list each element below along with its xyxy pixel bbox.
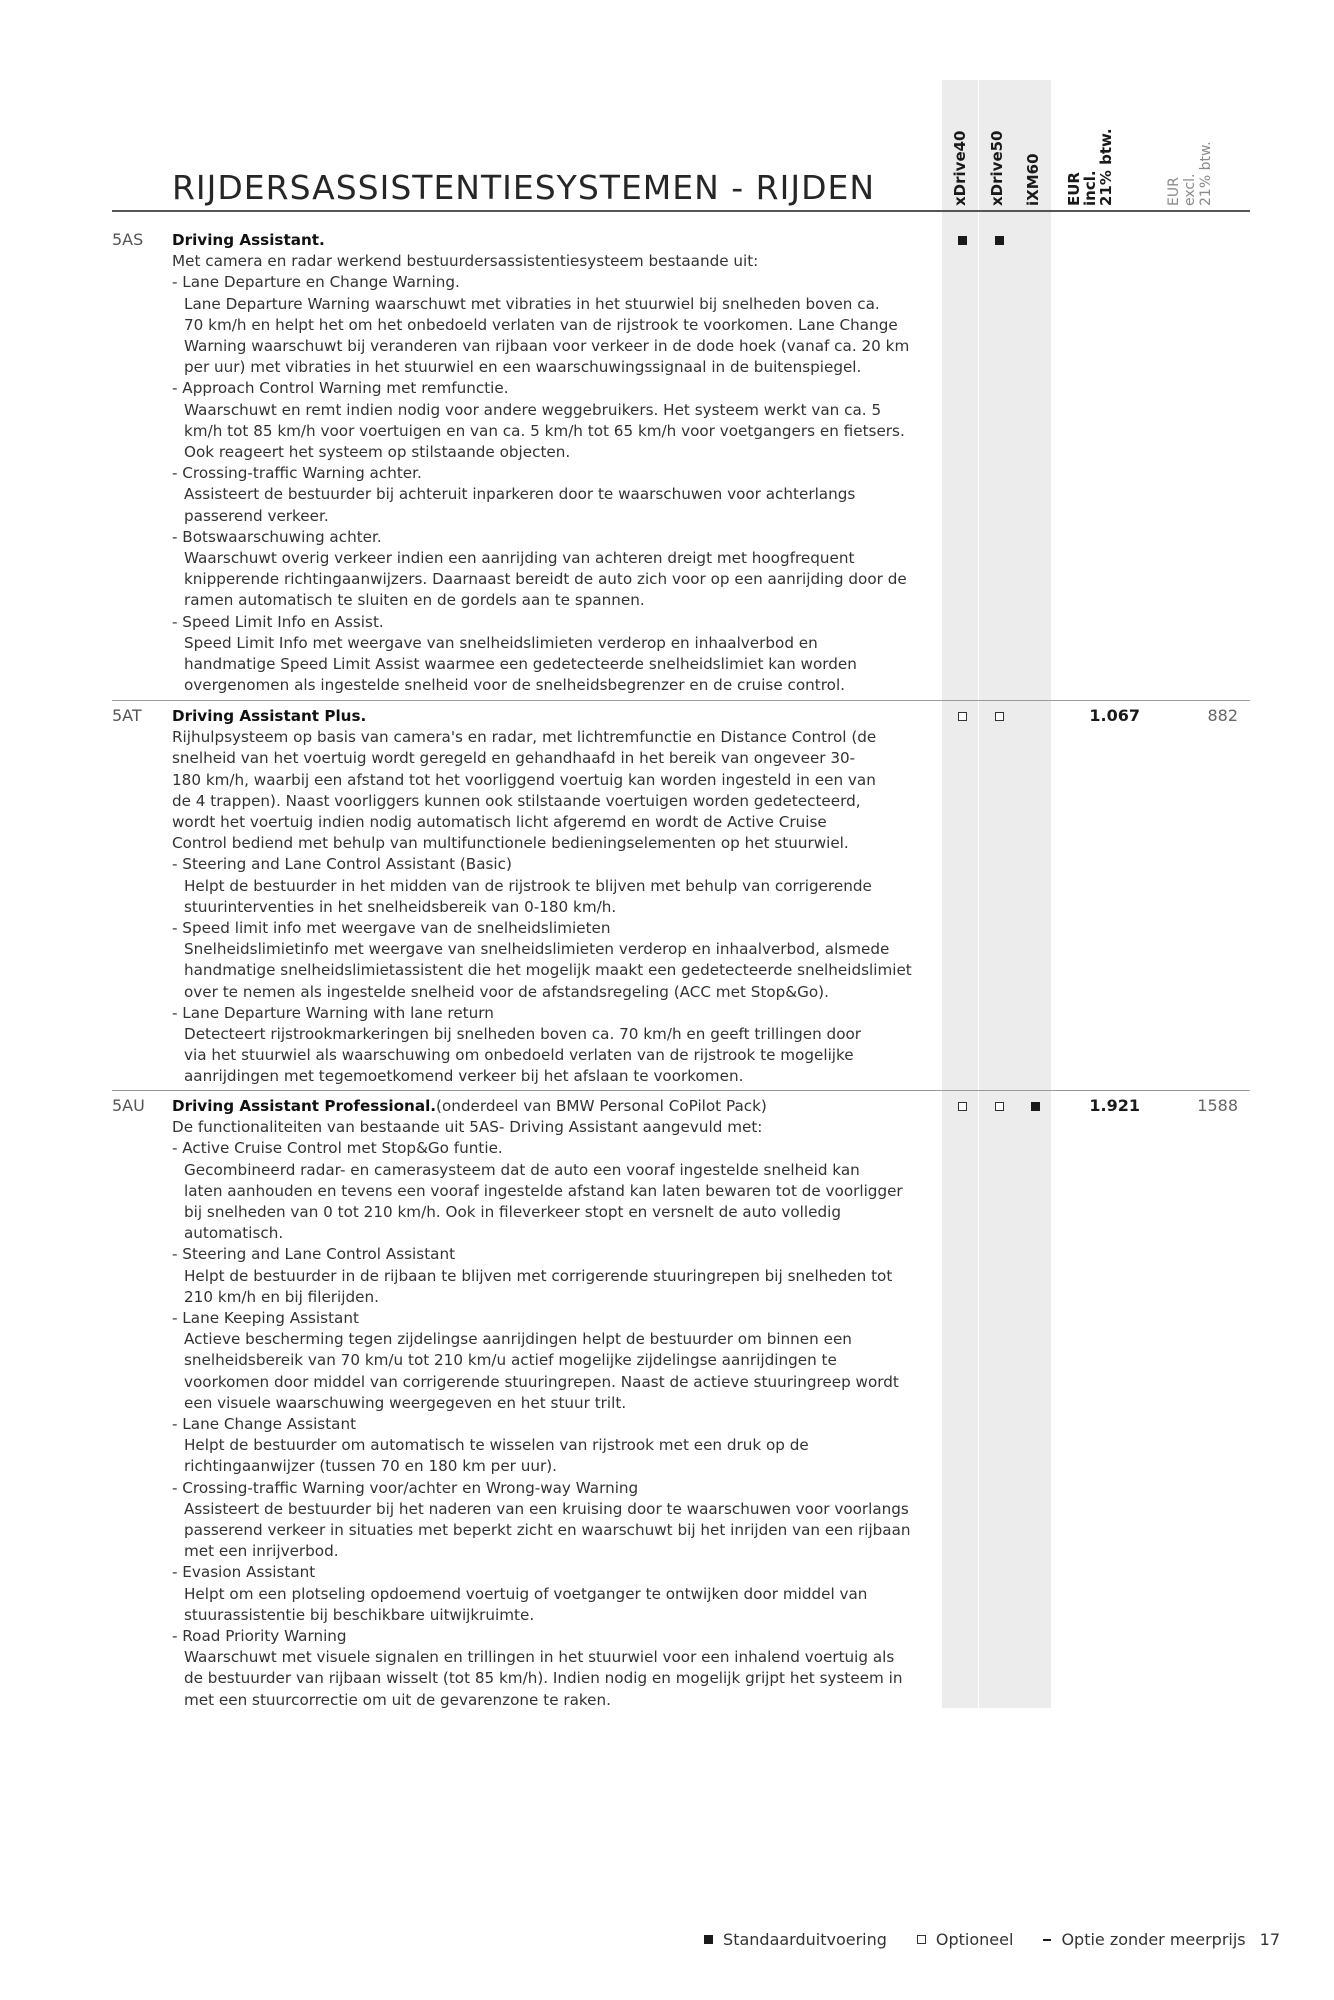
description-line: Control bediend met behulp van multifunctionele bedieningselementen op het stuurwiel. <box>172 834 849 853</box>
column-header-xdrive50: xDrive50 <box>988 130 1006 206</box>
description-line: snelheidsbereik van 70 km/u tot 210 km/u actief mogelijke zijdelingse aanrijdingen te <box>184 1351 837 1370</box>
description-line: Helpt om een plotseling opdoemend voertuig of voetganger te ontwijken door middel van <box>184 1584 868 1603</box>
option-heading <box>172 230 942 251</box>
legend-optional: Optioneel <box>917 1930 1014 1949</box>
optional-square-icon <box>958 712 967 721</box>
price-excl-vat: 1588 <box>1197 1096 1238 1115</box>
option-description <box>172 230 942 696</box>
description-line: per uur) met vibraties in het stuurwiel en een waarschuwingssignaal in de buitenspiegel. <box>184 358 862 377</box>
dash-icon <box>1043 1939 1051 1941</box>
description-line: de bestuurder van rijbaan wisselt (tot 85 km/h). Indien nodig en mogelijk grijpt het systeem in <box>184 1669 903 1688</box>
description-line: Helpt de bestuurder in de rijbaan te blijven met corrigerende stuuringrepen bij snelheden tot <box>184 1266 893 1285</box>
option-description <box>172 1096 942 1711</box>
description-line: Warning waarschuwt bij veranderen van rijbaan voor verkeer in de dode hoek (vanaf ca. 20 km <box>184 337 910 356</box>
description-line: - Crossing-traffic Warning voor/achter en Wrong-way Warning <box>172 1478 639 1497</box>
column-header-ixm60: iXM60 <box>1024 153 1042 206</box>
option-name: Driving Assistant Professional. <box>172 1097 437 1115</box>
description-line: over te nemen als ingestelde snelheid voor de afstandsregeling (ACC met Stop&Go). <box>184 982 829 1001</box>
description-line: handmatige Speed Limit Assist waarmee een gedetecteerde snelheidslimiet kan worden <box>184 655 857 674</box>
description-line: Detecteert rijstrookmarkeringen bij snelheden boven ca. 70 km/h en geeft trillingen door <box>184 1025 862 1044</box>
optional-square-icon <box>917 1935 926 1944</box>
description-line: laten aanhouden en tevens een vooraf ingestelde afstand kan laten bewaren tot de voorligger <box>184 1181 903 1200</box>
column-stripe-xdrive40 <box>942 80 978 1708</box>
legend-no-charge: Optie zonder meerprijs <box>1043 1930 1245 1949</box>
description-line: Helpt de bestuurder in het midden van de rijstrook te blijven met behulp van corrigerende <box>184 876 872 895</box>
description-line: - Steering and Lane Control Assistant (Basic) <box>172 855 512 874</box>
standard-square-icon <box>704 1935 713 1944</box>
option-code: 5AS <box>112 230 144 249</box>
description-line: - Crossing-traffic Warning achter. <box>172 464 422 483</box>
page-title: RIJDERSASSISTENTIESYSTEMEN - RIJDEN <box>172 168 876 207</box>
description-line: - Lane Departure Warning with lane return <box>172 1003 494 1022</box>
description-line: - Evasion Assistant <box>172 1563 316 1582</box>
description-line: snelheid van het voertuig wordt geregeld en gehandhaafd in het bereik van ongeveer 30- <box>172 749 856 768</box>
column-header-eur-excl: EUR excl. 21% btw. <box>1166 141 1214 206</box>
description-line: wordt het voertuig indien nodig automatisch licht afgeremd en wordt de Active Cruise <box>172 813 827 832</box>
description-line: Waarschuwt met visuele signalen en trillingen in het stuurwiel voor een inhalend voertuig als <box>184 1648 895 1667</box>
description-line: Waarschuwt overig verkeer indien een aanrijding van achteren dreigt met hoogfrequent <box>184 549 855 568</box>
description-line: Met camera en radar werkend bestuurdersassistentiesysteem bestaande uit: <box>172 252 759 271</box>
price-excl-vat: 882 <box>1207 706 1238 725</box>
description-line: handmatige snelheidslimietassistent die het mogelijk maakt een gedetecteerde snelheidslimiet <box>184 961 912 980</box>
description-line: passerend verkeer in situaties met beperkt zicht en waarschuwt bij het inrijden van een rijbaan <box>184 1521 911 1540</box>
description-line: Ook reageert het systeem op stilstaande objecten. <box>184 443 571 462</box>
column-stripe-xdrive50 <box>979 80 1015 1708</box>
description-line: overgenomen als ingestelde snelheid voor de snelheidsbegrenzer en de cruise control. <box>184 676 845 695</box>
option-heading <box>172 1096 942 1117</box>
description-line: 210 km/h en bij filerijden. <box>184 1287 379 1306</box>
description-line: Rijhulpsysteem op basis van camera's en radar, met lichtremfunctie en Distance Control (de <box>172 728 877 747</box>
description-line: - Steering and Lane Control Assistant <box>172 1245 456 1264</box>
description-line: Actieve bescherming tegen zijdelingse aanrijdingen helpt de bestuurder om binnen een <box>184 1330 852 1349</box>
description-line: - Speed limit info met weergave van de snelheidslimieten <box>172 919 611 938</box>
description-line: bij snelheden van 0 tot 210 km/h. Ook in fileverkeer stopt en versnelt de auto volledig <box>184 1203 841 1222</box>
description-line: met een stuurcorrectie om uit de gevarenzone te raken. <box>184 1690 611 1709</box>
standard-square-icon <box>995 236 1004 245</box>
description-line: met een inrijverbod. <box>184 1542 339 1561</box>
description-line: Waarschuwt en remt indien nodig voor andere weggebruikers. Het systeem werkt van ca. 5 <box>184 400 882 419</box>
description-line: - Speed Limit Info en Assist. <box>172 612 384 631</box>
description-line: stuurassistentie bij beschikbare uitwijkruimte. <box>184 1605 535 1624</box>
option-description <box>172 706 942 1088</box>
description-line: - Lane Change Assistant <box>172 1415 357 1434</box>
option-code: 5AU <box>112 1096 145 1115</box>
description-line: - Lane Keeping Assistant <box>172 1309 359 1328</box>
option-name: Driving Assistant Plus. <box>172 707 367 725</box>
optional-square-icon <box>995 1102 1004 1111</box>
legend-standard: Standaarduitvoering <box>704 1930 887 1949</box>
description-line: - Approach Control Warning met remfunctie. <box>172 379 509 398</box>
description-line: automatisch. <box>184 1224 284 1243</box>
description-line: Lane Departure Warning waarschuwt met vibraties in het stuurwiel bij snelheden boven ca. <box>184 294 880 313</box>
price-incl-vat: 1.921 <box>1089 1096 1140 1115</box>
description-line: de 4 trappen). Naast voorliggers kunnen ook stilstaande voertuigen worden gedetecteerd, <box>172 791 861 810</box>
price-incl-vat: 1.067 <box>1089 706 1140 725</box>
description-line: - Active Cruise Control met Stop&Go funtie. <box>172 1139 503 1158</box>
description-line: aanrijdingen met tegemoetkomend verkeer bij het afslaan te voorkomen. <box>184 1067 744 1086</box>
page-number: 17 <box>1259 1930 1280 1949</box>
column-header-eur-incl: EUR incl. 21% btw. <box>1065 128 1115 206</box>
description-line: Gecombineerd radar- en camerasysteem dat de auto een vooraf ingestelde snelheid kan <box>184 1160 860 1179</box>
row-divider <box>112 1090 1250 1091</box>
standard-square-icon <box>1031 1102 1040 1111</box>
description-line: voorkomen door middel van corrigerende stuuringrepen. Naast de actieve stuuringreep wordt <box>184 1372 899 1391</box>
description-line: - Road Priority Warning <box>172 1627 347 1646</box>
description-line: 180 km/h, waarbij een afstand tot het voorliggend voertuig kan worden ingesteld in een van <box>172 770 876 789</box>
description-line: Assisteert de bestuurder bij het naderen van een kruising door te waarschuwen voor voorlangs <box>184 1499 909 1518</box>
description-line: Helpt de bestuurder om automatisch te wisselen van rijstrook met een druk op de <box>184 1436 809 1455</box>
description-line: passerend verkeer. <box>184 506 329 525</box>
description-line: via het stuurwiel als waarschuwing om onbedoeld verlaten van de rijstrook te mogelijke <box>184 1046 854 1065</box>
option-heading <box>172 706 942 727</box>
option-code: 5AT <box>112 706 142 725</box>
header-divider <box>112 210 1250 212</box>
standard-square-icon <box>958 236 967 245</box>
row-divider <box>112 700 1250 701</box>
optional-square-icon <box>995 712 1004 721</box>
description-line: De functionaliteiten van bestaande uit 5AS- Driving Assistant aangevuld met: <box>172 1118 763 1137</box>
description-line: knipperende richtingaanwijzers. Daarnaast bereidt de auto zich voor op een aanrijding door de <box>184 570 907 589</box>
column-stripe-ixm60 <box>1015 80 1051 1708</box>
option-name-suffix: (onderdeel van BMW Personal CoPilot Pack) <box>436 1097 767 1115</box>
description-line: km/h tot 85 km/h voor voertuigen en van ca. 5 km/h tot 65 km/h voor voetgangers en fietsers. <box>184 421 905 440</box>
column-header-xdrive40: xDrive40 <box>951 130 969 206</box>
description-line: richtingaanwijzer (tussen 70 en 180 km per uur). <box>184 1457 557 1476</box>
description-line: Speed Limit Info met weergave van snelheidslimieten verderop en inhaalverbod en <box>184 633 818 652</box>
description-line: - Botswaarschuwing achter. <box>172 527 382 546</box>
description-line: Assisteert de bestuurder bij achteruit inparkeren door te waarschuwen voor achterlangs <box>184 485 856 504</box>
optional-square-icon <box>958 1102 967 1111</box>
description-line: 70 km/h en helpt het om het onbedoeld verlaten van de rijstrook te voorkomen. Lane Change <box>184 315 898 334</box>
legend <box>674 1930 1280 1949</box>
description-line: stuurinterventies in het snelheidsbereik van 0-180 km/h. <box>184 897 617 916</box>
description-line: - Lane Departure en Change Warning. <box>172 273 460 292</box>
description-line: Snelheidslimietinfo met weergave van snelheidslimieten verderop en inhaalverbod, alsmede <box>184 940 890 959</box>
option-name: Driving Assistant. <box>172 231 325 249</box>
description-line: ramen automatisch te sluiten en de gordels aan te spannen. <box>184 591 645 610</box>
description-line: een visuele waarschuwing weergegeven en het stuur trilt. <box>184 1393 627 1412</box>
